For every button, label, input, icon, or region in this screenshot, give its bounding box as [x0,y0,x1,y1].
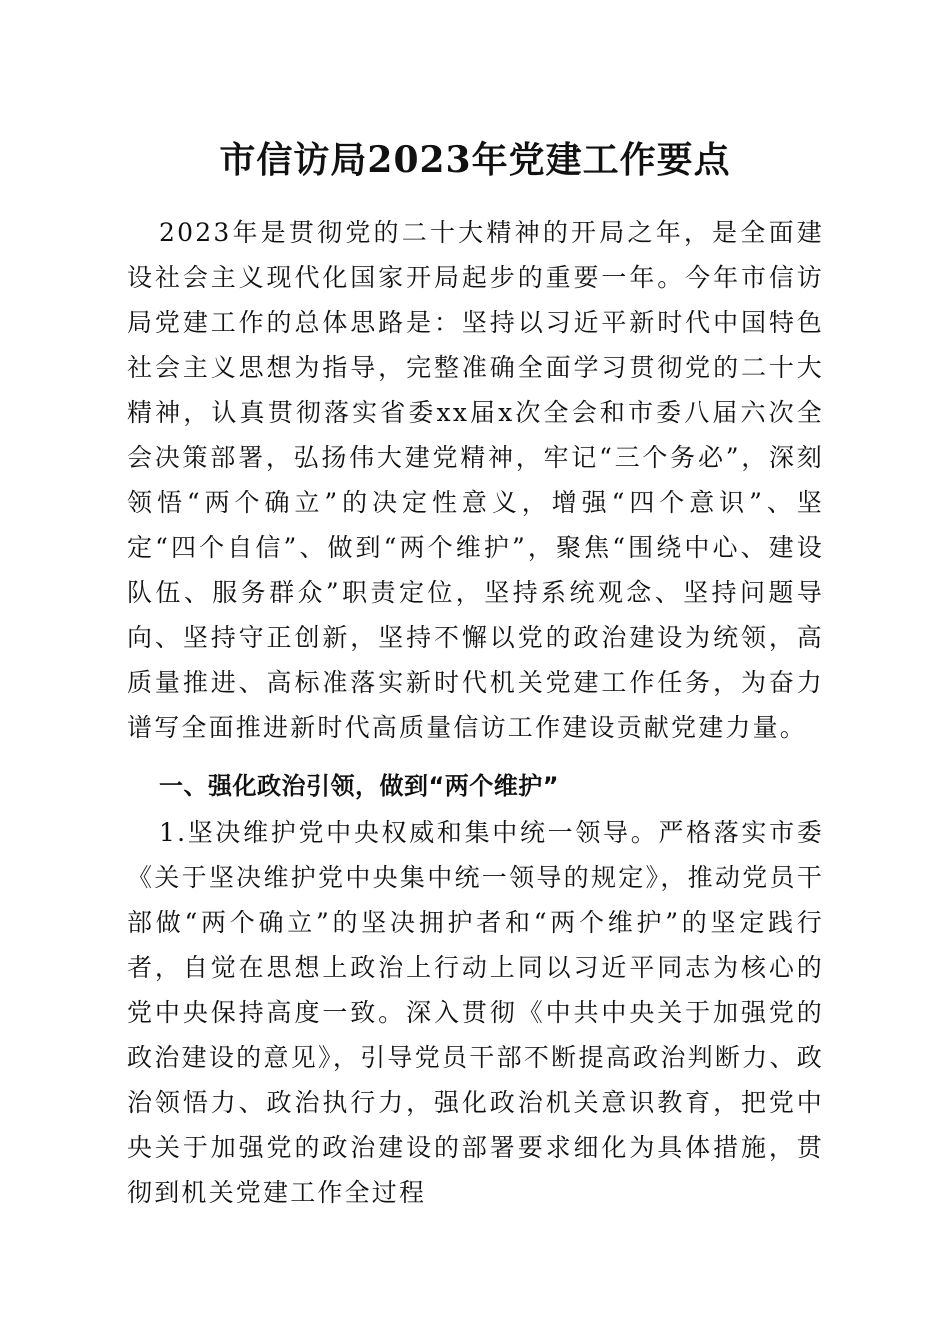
section-heading-1: 一、强化政治引领，做到“两个维护” [159,772,560,800]
item-paragraph-1: 1.坚决维护党中央权威和集中统一领导。严格落实市委《关于坚决维护党中央集中统一领导的规定》，推动党员干部做“两个确立”的坚决拥护者和“两个维护”的坚定践行者，自觉在思想上政治上行动上同以习近平同志为核心的党中央保持高度一致。深入贯彻《中共中央关于加强党的政治建设的意见》，引导党员干部不断提高政治判断力、政治领悟力、政治执行力，强化政治机关意识教育，把党中央关于加强党的政治建设的部署要求细化为具体措施，贯彻到机关党建工作全过程 [127,818,824,1207]
intro-paragraph: 2023年是贯彻党的二十大精神的开局之年，是全面建设社会主义现代化国家开局起步的重要一年。今年市信访局党建工作的总体思路是：坚持以习近平新时代中国特色社会主义思想为指导，完整准确全面学习贯彻党的二十大精神，认真贯彻落实省委xx届x次全会和市委八届六次全会决策部署，弘扬伟大建党精神，牢记“三个务必”，深刻领悟“两个确立”的决定性意义，增强“四个意识”、坚定“四个自信”、做到“两个维护”，聚焦“围绕中心、建设队伍、服务群众”职责定位，坚持系统观念、坚持问题导向、坚持守正创新，坚持不懈以党的政治建设为统领，高质量推进、高标准落实新时代机关党建工作任务，为奋力谱写全面推进新时代高质量信访工作建设贡献党建力量。 [127,218,824,742]
document-title: 市信访局2023年党建工作要点 [219,139,731,181]
